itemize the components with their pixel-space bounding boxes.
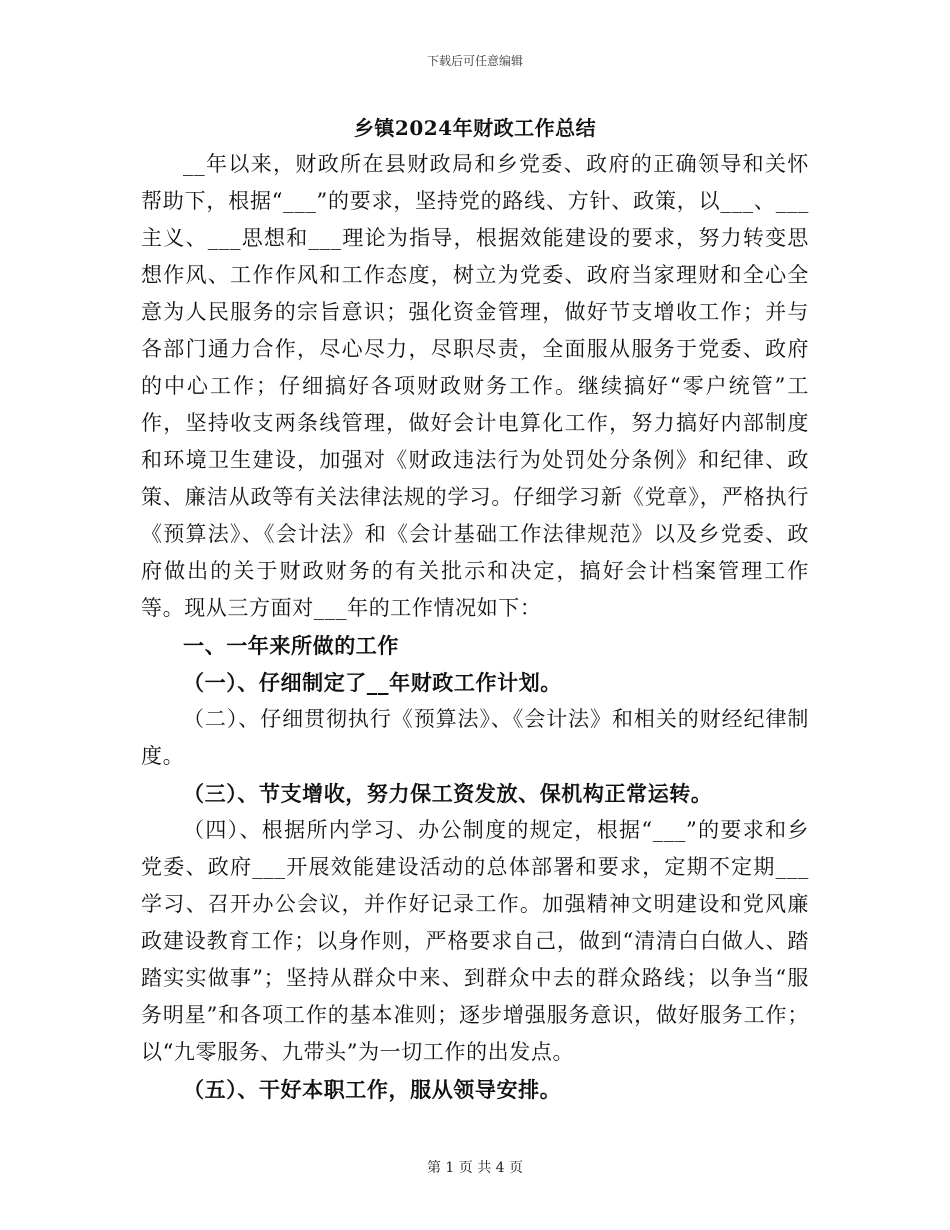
section-heading-1: 一、一年来所做的工作 — [183, 633, 399, 658]
item-paragraph-4: （四）、根据所内学习、办公制度的规定，根据“___”的要求和乡党委、政府___开展效能建设活动的总体部署和要求，定期不定期___学习、召开办公会议，并作好记录工作。加强精神文明建设和党风廉政建设教育工作；以身作则，严格要求自己，做到“清清白白做人、踏踏实实做事”；坚持从群众中来、到群众中去的群众路线；以争当“服务明星”和各项工作的基本准则；逐步增强服务意识，做好服务工作；以“九零服务、九带头”为一切工作的出发点。 — [141, 818, 809, 1064]
document-title: 乡镇2024年财政工作总结 — [353, 116, 597, 140]
item-heading-3: （三）、节支增收，努力保工资发放、保机构正常运转。 — [183, 781, 713, 806]
intro-paragraph: __年以来，财政所在县财政局和乡党委、政府的正确领导和关怀帮助下，根据“___”的要求，坚持党的路线、方针、政策，以___、___主义、___思想和___理论为指导，根据效能建设的要求，努力转变思想作风、工作作风和工作态度，树立为党委、政府当家理财和全心全意为人民服务的宗旨意识；强化资金管理，做好节支增收工作；并与各部门通力合作，尽心尽力，尽职尽责，全面服从服务于党委、政府的中心工作；仔细搞好各项财政财务工作。继续搞好“零户统管”工作，坚持收支两条线管理，做好会计电算化工作，努力搞好内部制度和环境卫生建设，加强对《财政违法行为处罚处分条例》和纪律、政策、廉洁从政等有关法律法规的学习。仔细学习新《党章》，严格执行《预算法》、《会计法》和《会计基础工作法律规范》以及乡党委、政府做出的关于财政财务的有关批示和决定，搞好会计档案管理工作等。现从三方面对___年的工作情况如下： — [141, 152, 809, 620]
item-paragraph-2: （二）、仔细贯彻执行《预算法》、《会计法》和相关的财经纪律制度。 — [141, 707, 809, 768]
header-note: 下载后可任意编辑 — [426, 54, 523, 68]
item-heading-5: （五）、干好本职工作，服从领导安排。 — [183, 1077, 562, 1102]
page-footer: 第 1 页 共 4 页 — [426, 1160, 524, 1176]
item-heading-1: （一）、仔细制定了__年财政工作计划。 — [183, 670, 562, 695]
document-body — [141, 146, 809, 1108]
